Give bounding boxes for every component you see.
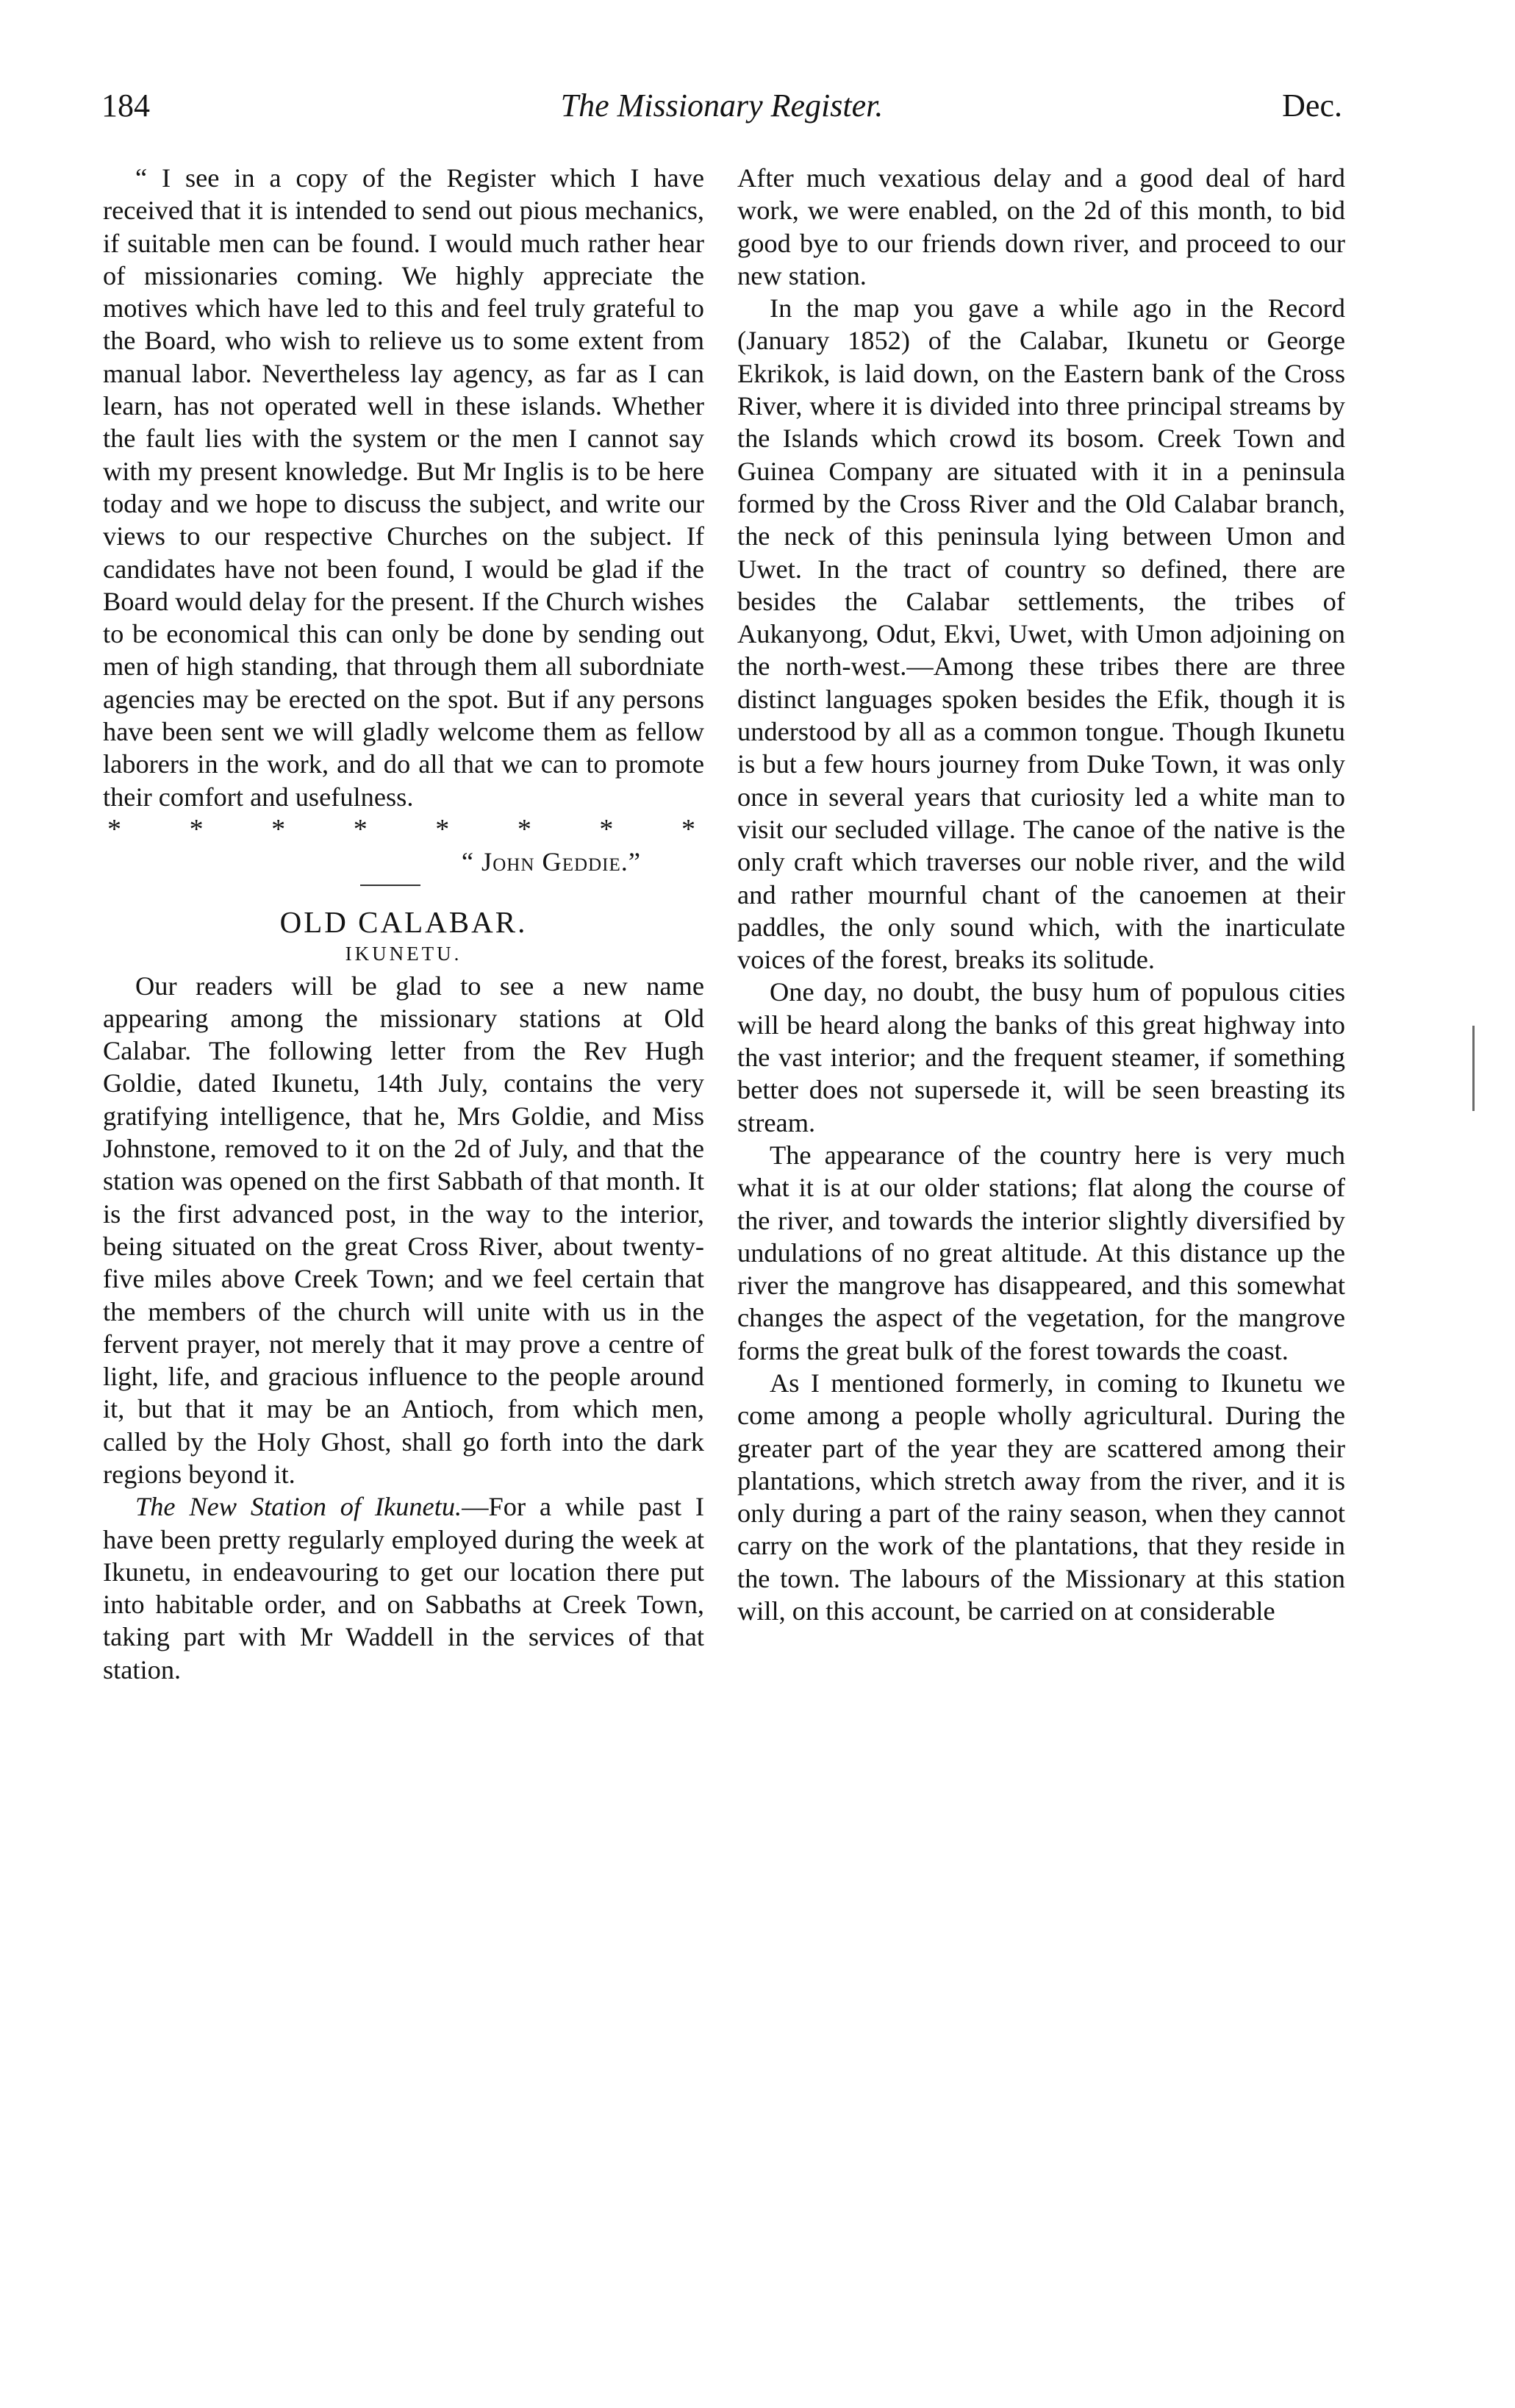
asterism-divider: * * * * * * * * [107, 813, 695, 845]
header-month: Dec. [1282, 87, 1342, 124]
section-subtitle: IKUNETU. [345, 942, 462, 965]
letter-signature [103, 846, 704, 878]
station-paragraph [103, 1490, 704, 1686]
map-paragraph: In the map you gave a while ago in the Record (January 1852) of the Calabar, Ikunetu or George Ekrikok, is laid down, on the Eastern bank of the Cross River, where it is divided into three principal streams by the Islands which crowd its bosom. Creek Town and Guinea Company are situated with it in a peninsula formed by the Cross River and the Old Calabar branch, the neck of this peninsula lying between Umon and Uwet. In the tract of country so defined, there are besides the Calabar settlements, the tribes of Aukanyong, Odut, Ekvi, Uwet, with Umon adjoining on the north-west.—Among these tribes there are three distinct languages spoken besides the Efik, though it is understood by all as a common tongue. Though Ikunetu is but a few hours journey from Duke Town, it was only once in several years that curiosity led a white man to visit our secluded village. The canoe of the native is the only craft which traverses our noble river, and the wild and rather mournful chant of the canoemen at their paddles, the only sound which, with the inarticulate voices of the forest, breaks its solitude. [737, 293, 1345, 975]
right-column [737, 162, 1345, 1627]
station-text: —For a while past I have been pretty regularly employed during the week at Ikunetu, in endeavouring to get our location there put into habitable order, and on Sabbaths at Creek Town, taking part with Mr Waddell in the services of that station. [103, 1492, 705, 1684]
scan-margin-mark [1472, 1026, 1475, 1111]
station-heading: The New Station of Ikunetu. [135, 1492, 462, 1522]
running-header [101, 87, 1342, 131]
page-number: 184 [101, 87, 150, 124]
continued-paragraph: After much vexatious delay and a good deal of hard work, we were enabled, on the 2d of this month, to bid good bye to our friends down river, and proceed to our new station. [737, 163, 1345, 290]
left-column [103, 162, 704, 1686]
section-title: OLD CALABAR. [279, 904, 528, 939]
section-divider [103, 879, 704, 895]
intro-paragraph: Our readers will be glad to see a new name appearing among the missionary stations at Old Calabar. The following letter from the Rev Hugh Goldie, dated Ikunetu, 14th July, contains the very gratifying intelligence, that he, Mrs Goldie, and Miss Johnstone, removed to it on the 2d of July, and that the station was opened on the first Sabbath of that month. It is the first advanced post, in the way to the interior, being situated on the great Cross River, about twenty-five miles above Creek Town; and we feel certain that the members of the church will unite with us in the fervent prayer, not merely that it may prove a centre of light, life, and gracious influence to the people around it, but that it may be an Antioch, from which men, called by the Holy Ghost, shall go forth into the dark regions beyond it. [103, 971, 704, 1489]
country-paragraph: The appearance of the country here is very much what it is at our older stations; flat along the course of the river, and towards the interior slightly diversified by undulations of no great altitude. At this distance up the river the mangrove has disappeared, and this somewhat changes the aspect of the vegetation, for the mangrove forms the great bulk of the forest towards the coast. [737, 1140, 1345, 1365]
future-paragraph: One day, no doubt, the busy hum of populous cities will be heard along the banks of this great highway into the vast interior; and the frequent steamer, if something better does not supersede it, will be seen breasting its stream. [737, 977, 1345, 1137]
letter-paragraph: “ I see in a copy of the Register which I have received that it is intended to send out pious mechanics, if suitable men can be found. I would much rather hear of missionaries coming. We highly appreciate the motives which have led to this and feel truly grateful to the Board, who wish to relieve us to some extent from manual labor. Nevertheless lay agency, as far as I can learn, has not operated well in these islands. Whether the fault lies with the system or the men I cannot say with my present knowledge. But Mr Inglis is to be here today and we hope to discuss the subject, and write our views to our respective Churches on the subject. If candidates have not been found, I would be glad if the Board would delay for the present. If the Church wishes to be economical this can only be done by sending out men of high standing, that through them all subordniate agencies may be erected on the spot. But if any persons have been sent we will gladly welcome them as fellow laborers in the work, and do all that we can to promote their comfort and usefulness. [103, 163, 704, 812]
people-paragraph: As I mentioned formerly, in coming to Ikunetu we come among a people wholly agricultural. During the greater part of the year they are scattered among their plantations, which stretch away from the river, and it is only during a part of the rainy season, when they cannot carry on the work of the plantations, that they reside in the town. The labours of the Missionary at this station will, on this account, be carried on at considerable [737, 1368, 1345, 1626]
signature-text: “ John Geddie.” [461, 847, 641, 877]
journal-title: The Missionary Register. [560, 87, 884, 124]
